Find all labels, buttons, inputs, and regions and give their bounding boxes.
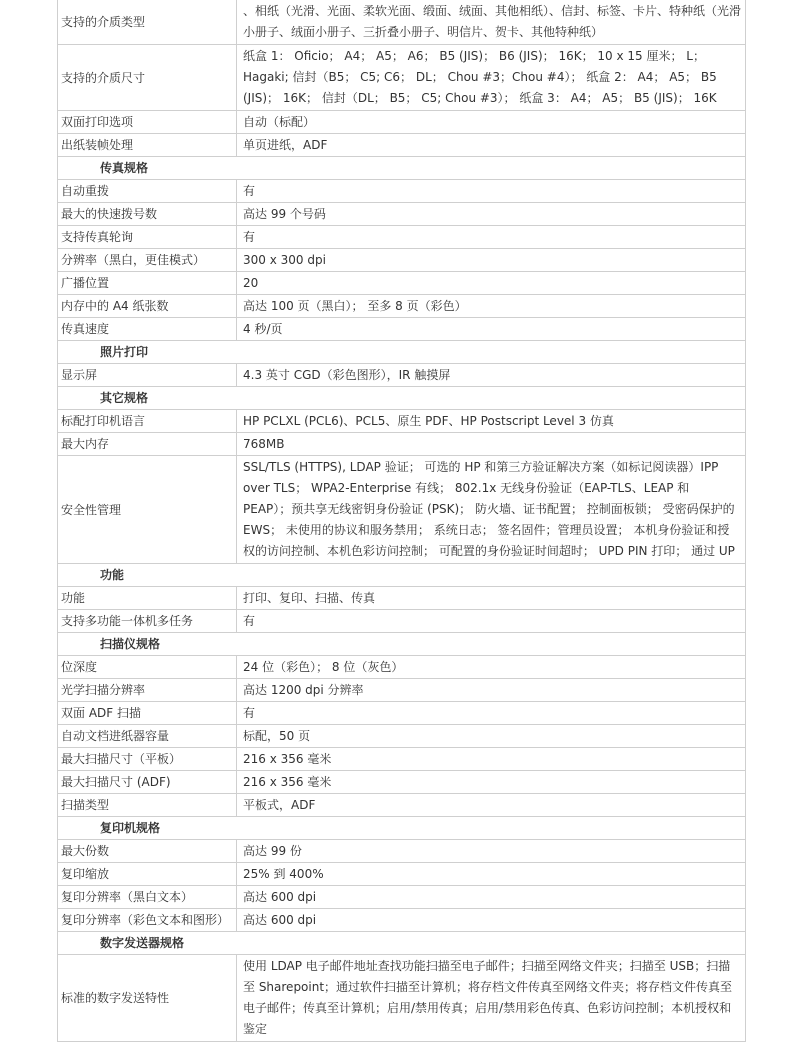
spec-value: 高达 100 页（黑白）； 至多 8 页（彩色） xyxy=(237,295,746,318)
spec-label: 最大扫描尺寸（平板） xyxy=(58,748,237,771)
spec-value: 高达 600 dpi xyxy=(237,909,746,932)
spec-value: 高达 99 个号码 xyxy=(237,203,746,226)
spec-value: 使用 LDAP 电子邮件地址查找功能扫描至电子邮件；扫描至网络文件夹；扫描至 USB；扫描至 Sharepoint；通过软件扫描至计算机；将存档文件传真至网络文件夹；将存档文件传真至电子邮件；传真至计算机；启用/禁用传真；启用/禁用彩色传真、色彩访问控制；本机授权和鉴定 xyxy=(237,955,746,1042)
spec-row xyxy=(58,679,746,702)
spec-row xyxy=(58,794,746,817)
section-header-row xyxy=(58,633,746,656)
spec-row xyxy=(58,863,746,886)
spec-label: 复印缩放 xyxy=(58,863,237,886)
spec-value: 300 x 300 dpi xyxy=(237,249,746,272)
spec-row xyxy=(58,886,746,909)
spec-row xyxy=(58,909,746,932)
spec-value: 高达 1200 dpi 分辨率 xyxy=(237,679,746,702)
spec-label: 支持多功能一体机多任务 xyxy=(58,610,237,633)
spec-label: 支持的介质尺寸 xyxy=(58,45,237,111)
spec-table-body xyxy=(58,0,746,1042)
spec-label: 传真速度 xyxy=(58,318,237,341)
spec-row xyxy=(58,111,746,134)
spec-label: 最大的快速拨号数 xyxy=(58,203,237,226)
spec-row xyxy=(58,610,746,633)
section-title: 功能 xyxy=(58,564,746,587)
spec-label: 出纸装帧处理 xyxy=(58,134,237,157)
spec-label: 位深度 xyxy=(58,656,237,679)
spec-value: 有 xyxy=(237,180,746,203)
spec-value: 、相纸（光滑、光面、柔软光面、缎面、绒面、其他相纸）、信封、标签、卡片、特种纸（光滑小册子、绒面小册子、三折叠小册子、明信片、贺卡、其他特种纸） xyxy=(237,0,746,45)
spec-row xyxy=(58,180,746,203)
spec-value: 768MB xyxy=(237,433,746,456)
spec-label: 支持传真轮询 xyxy=(58,226,237,249)
spec-row xyxy=(58,771,746,794)
spec-row xyxy=(58,456,746,564)
spec-value: 标配，50 页 xyxy=(237,725,746,748)
spec-label: 支持的介质类型 xyxy=(58,0,237,45)
spec-value: 有 xyxy=(237,226,746,249)
section-header-row xyxy=(58,341,746,364)
spec-value: 216 x 356 毫米 xyxy=(237,771,746,794)
spec-value: 4 秒/页 xyxy=(237,318,746,341)
spec-value: 纸盒 1： Oficio； A4； A5； A6； B5 (JIS)； B6 (JIS)； 16K； 10 x 15 厘米； L； Hagaki; 信封（B5； C5; C6； DL； Chou #3；Chou #4）； 纸盒 2： A4； A5； B5 (JIS)； 16K； 信封（DL； B5； C5; Chou #3）； 纸盒 3： A4； A5； B5 (JIS)； 16K xyxy=(237,45,746,111)
spec-row xyxy=(58,272,746,295)
spec-label: 内存中的 A4 纸张数 xyxy=(58,295,237,318)
spec-row xyxy=(58,725,746,748)
spec-label: 双面打印选项 xyxy=(58,111,237,134)
spec-label: 自动重拨 xyxy=(58,180,237,203)
section-header-row xyxy=(58,932,746,955)
section-title: 扫描仪规格 xyxy=(58,633,746,656)
section-title: 数字发送器规格 xyxy=(58,932,746,955)
spec-row xyxy=(58,410,746,433)
spec-row xyxy=(58,226,746,249)
spec-row xyxy=(58,295,746,318)
spec-label: 安全性管理 xyxy=(58,456,237,564)
spec-label: 功能 xyxy=(58,587,237,610)
spec-label: 显示屏 xyxy=(58,364,237,387)
spec-row xyxy=(58,0,746,45)
spec-row xyxy=(58,656,746,679)
section-title: 其它规格 xyxy=(58,387,746,410)
spec-value: 平板式，ADF xyxy=(237,794,746,817)
section-header-row xyxy=(58,387,746,410)
spec-value: 自动（标配） xyxy=(237,111,746,134)
spec-value: 25% 到 400% xyxy=(237,863,746,886)
spec-table xyxy=(57,0,746,1042)
spec-value: 216 x 356 毫米 xyxy=(237,748,746,771)
spec-label: 光学扫描分辨率 xyxy=(58,679,237,702)
spec-value: 高达 99 份 xyxy=(237,840,746,863)
spec-value: 24 位（彩色）； 8 位（灰色） xyxy=(237,656,746,679)
spec-label: 标准的数字发送特性 xyxy=(58,955,237,1042)
spec-label: 最大份数 xyxy=(58,840,237,863)
spec-value: 单页进纸，ADF xyxy=(237,134,746,157)
section-title: 复印机规格 xyxy=(58,817,746,840)
spec-label: 复印分辨率（彩色文本和图形） xyxy=(58,909,237,932)
spec-label: 最大扫描尺寸 (ADF) xyxy=(58,771,237,794)
spec-row xyxy=(58,203,746,226)
spec-label: 广播位置 xyxy=(58,272,237,295)
spec-label: 分辨率（黑白，更佳模式） xyxy=(58,249,237,272)
spec-value: 有 xyxy=(237,702,746,725)
section-title: 传真规格 xyxy=(58,157,746,180)
spec-value: 20 xyxy=(237,272,746,295)
spec-row xyxy=(58,249,746,272)
section-header-row xyxy=(58,817,746,840)
section-header-row xyxy=(58,564,746,587)
spec-row xyxy=(58,45,746,111)
spec-value: 高达 600 dpi xyxy=(237,886,746,909)
spec-row xyxy=(58,134,746,157)
spec-label: 扫描类型 xyxy=(58,794,237,817)
spec-value: HP PCLXL (PCL6)、PCL5、原生 PDF、HP Postscript Level 3 仿真 xyxy=(237,410,746,433)
spec-value: 打印、复印、扫描、传真 xyxy=(237,587,746,610)
spec-row xyxy=(58,748,746,771)
spec-row xyxy=(58,364,746,387)
spec-label: 自动文档进纸器容量 xyxy=(58,725,237,748)
spec-row xyxy=(58,318,746,341)
spec-value: 有 xyxy=(237,610,746,633)
section-title: 照片打印 xyxy=(58,341,746,364)
spec-row xyxy=(58,840,746,863)
spec-label: 最大内存 xyxy=(58,433,237,456)
spec-row xyxy=(58,955,746,1042)
spec-label: 复印分辨率（黑白文本） xyxy=(58,886,237,909)
spec-value: SSL/TLS (HTTPS), LDAP 验证； 可选的 HP 和第三方验证解决方案（如标记阅读器）IPP over TLS； WPA2-Enterprise 有线； 802.1x 无线身份验证（EAP-TLS、LEAP 和 PEAP）；预共享无线密钥身份验证 (PSK)； 防火墙、证书配置； 控制面板锁； 受密码保护的 EWS； 未使用的协议和服务禁用； 系统日志； 签名固件；管理员设置； 本机身份验证和授权的访问控制、本机色彩访问控制； 可配置的身份验证时间超时； UPD PIN 打印； 通过 UP xyxy=(237,456,746,564)
spec-row xyxy=(58,587,746,610)
section-header-row xyxy=(58,157,746,180)
spec-label: 双面 ADF 扫描 xyxy=(58,702,237,725)
spec-row xyxy=(58,433,746,456)
spec-value: 4.3 英寸 CGD（彩色图形），IR 触摸屏 xyxy=(237,364,746,387)
spec-label: 标配打印机语言 xyxy=(58,410,237,433)
spec-row xyxy=(58,702,746,725)
